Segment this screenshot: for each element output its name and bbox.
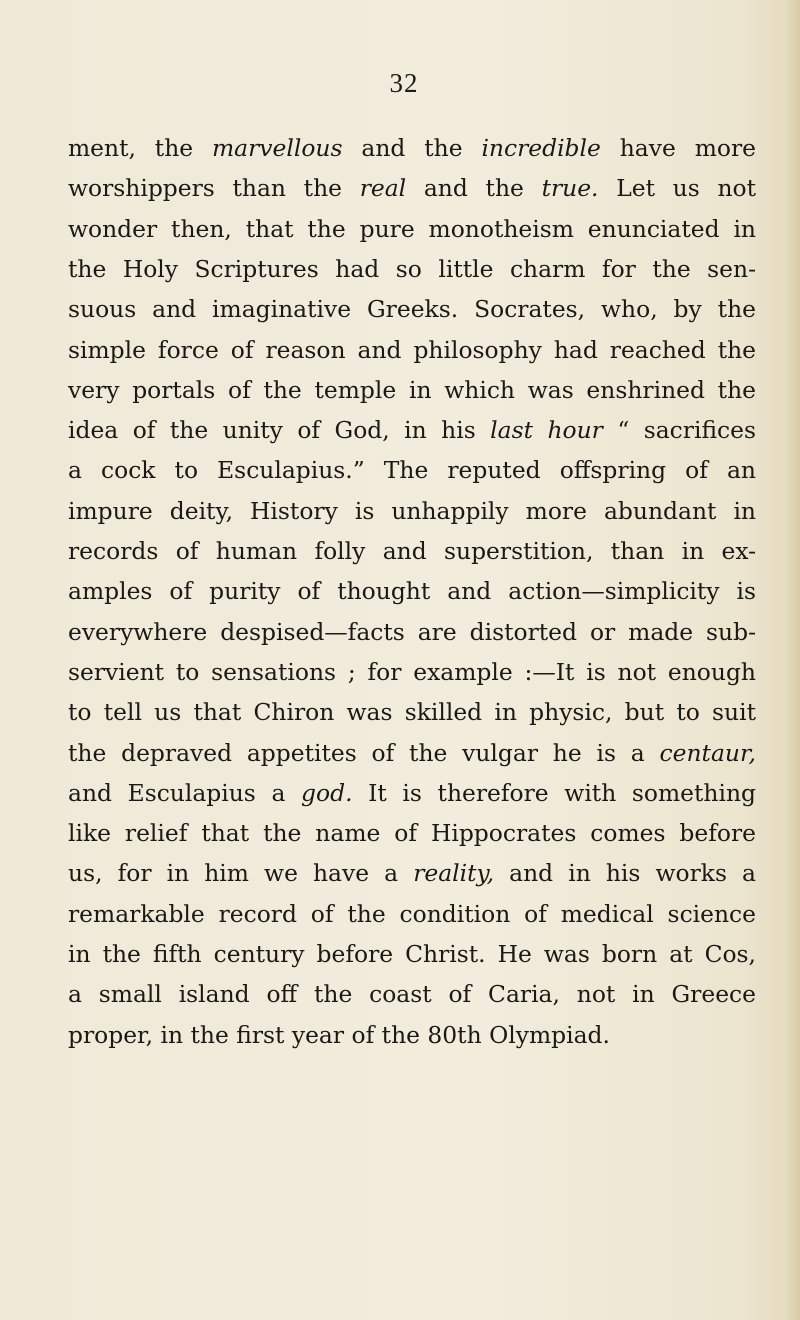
text-line [68,1015,756,1055]
text-run: simple force of reason and philosophy had reached the [68,335,756,364]
text-line [68,894,756,934]
text-run: Let us not [598,174,756,203]
text-run: the Holy Scriptures had so little charm for the sen- [68,254,756,283]
italic-phrase: reality, [413,859,495,888]
text-line [68,652,756,692]
italic-phrase: true. [541,174,599,203]
text-run: have more [600,134,756,162]
text-run: amples of purity of thought and action—simplicity is [68,577,756,606]
text-line [68,249,756,289]
text-run: idea of the unity of God, in his [68,416,491,445]
text-run: like relief that the name of Hippocrates comes before [68,819,756,848]
text-run: It is therefore with something [352,778,756,807]
text-run: worshippers than the [68,174,360,203]
text-run: ment, the [68,134,212,162]
italic-phrase: incredible [481,134,601,162]
text-line [68,491,756,531]
text-run: very portals of the temple in which was enshrined the [68,375,756,404]
italic-phrase: real [359,174,407,203]
text-line [68,289,756,329]
text-run: wonder then, that the pure monotheism enunciated in [68,214,756,243]
text-line [68,571,756,611]
text-run: everywhere despised—facts are distorted or made sub- [68,617,756,646]
text-line [68,612,756,652]
text-run: us, for in him we have a [68,859,414,888]
text-run: and the [342,134,482,162]
text-run: and Esculapius a [68,778,302,807]
text-line [68,733,756,773]
text-run: and in his works a [494,859,756,888]
text-run: a small island off the coast of Caria, not in Greece [68,980,756,1009]
text-run: “ sacrifices [602,416,756,445]
text-run: remarkable record of the condition of medical science [68,899,756,928]
text-line [68,773,756,813]
text-line [68,531,756,571]
text-line [68,370,756,410]
text-run: proper, in the first year of the 80th Olympiad. [68,1020,610,1049]
text-run: the depraved appetites of the vulgar he is a [68,738,660,767]
text-line [68,450,756,490]
text-line [68,853,756,893]
page-edge-shadow [786,0,800,1320]
text-line [68,168,756,208]
text-line [68,934,756,974]
italic-phrase: marvellous [212,134,343,162]
text-run: impure deity, History is unhappily more abundant in [68,496,756,525]
text-line [68,128,756,168]
text-run: and the [406,174,542,203]
text-line [68,974,756,1014]
text-line [68,813,756,853]
page-number: 32 [389,68,419,98]
italic-phrase: last hour [490,416,603,445]
text-line [68,692,756,732]
text-line [68,330,756,370]
text-line [68,410,756,450]
text-run: servient to sensations ; for example :—It is not enough [68,657,756,686]
text-run: to tell us that Chiron was skilled in physic, but to suit [68,698,756,727]
text-run: records of human folly and superstition, than in ex- [68,537,756,565]
text-run: suous and imaginative Greeks. Socrates, who, by the [68,295,756,324]
text-line [68,209,756,249]
italic-phrase: god. [301,778,353,807]
text-run: in the fifth century before Christ. He was born at Cos, [68,940,756,968]
text-run: a cock to Esculapius.” The reputed offspring of an [68,456,756,485]
italic-phrase: centaur, [659,738,756,767]
